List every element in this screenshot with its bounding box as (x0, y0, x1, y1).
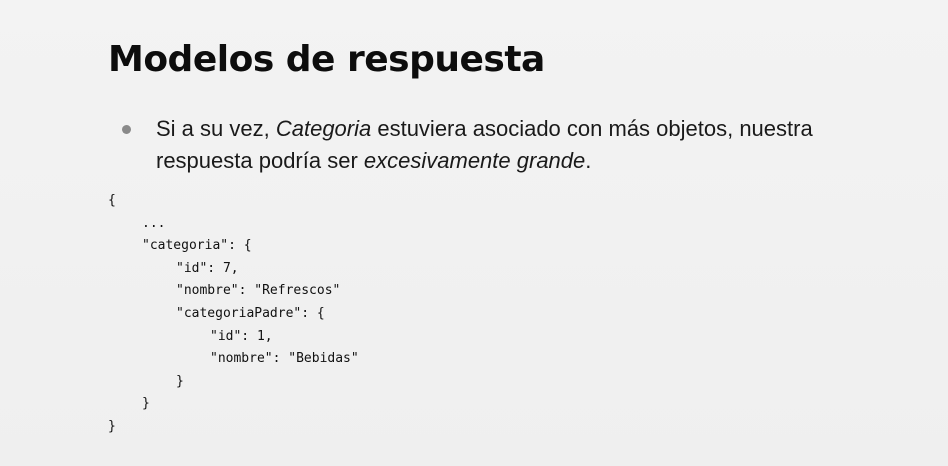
code-line: "id": 7, (176, 260, 239, 276)
bullet-dot-icon (122, 125, 131, 134)
bullet-text-segment-italic: Categoria (275, 116, 372, 141)
code-line: } (142, 396, 150, 412)
bullet-text-segment: Si a su vez, (156, 116, 276, 141)
code-line: "categoria": { (142, 238, 252, 254)
code-line: "nombre": "Bebidas" (210, 351, 359, 367)
code-line: "categoriaPadre": { (176, 305, 325, 321)
code-line: { (108, 193, 116, 208)
code-line: "nombre": "Refrescos" (176, 283, 341, 299)
bullet-text-segment-italic: excesivamente grande (363, 148, 586, 173)
code-line: ... (142, 215, 166, 231)
code-line: } (108, 418, 116, 434)
code-line: } (176, 373, 184, 389)
code-line: "id": 1, (210, 328, 273, 344)
bullet-text-segment: . (585, 148, 592, 173)
slide-title: Modelos de respuesta (108, 39, 545, 80)
bullet-text (156, 113, 876, 177)
bullet-text-segment: estuviera asociado con más objetos, nuestra respuesta podría ser (156, 116, 813, 173)
json-code-block (108, 190, 359, 439)
